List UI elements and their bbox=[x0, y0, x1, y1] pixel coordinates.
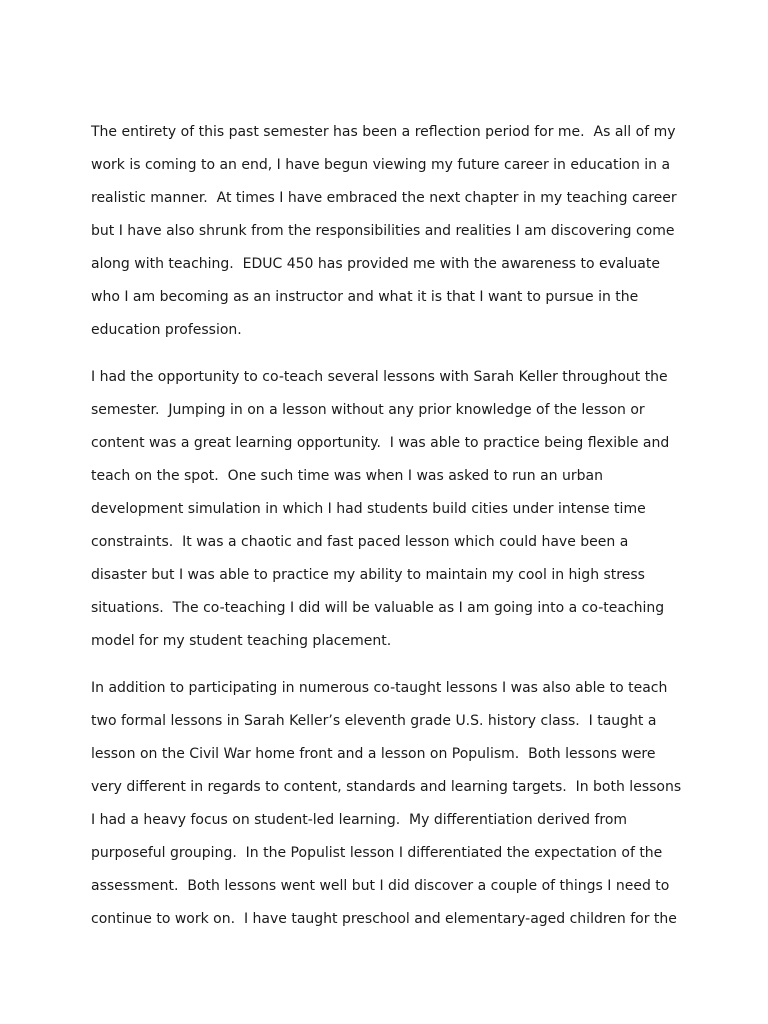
text-line: realistic manner. At times I have embraced the next chapter in my teaching career bbox=[91, 190, 677, 206]
text-line: semester. Jumping in on a lesson without any prior knowledge of the lesson or bbox=[91, 402, 645, 418]
text-line: In addition to participating in numerous co-taught lessons I was also able to teach bbox=[91, 680, 668, 696]
paragraph-formal-lessons bbox=[91, 672, 691, 936]
text-line: along with teaching. EDUC 450 has provided me with the awareness to evaluate bbox=[91, 256, 660, 272]
text-line: two formal lessons in Sarah Keller’s eleventh grade U.S. history class. I taught a bbox=[91, 713, 657, 729]
text-line: lesson on the Civil War home front and a lesson on Populism. Both lessons were bbox=[91, 746, 656, 762]
text-line: content was a great learning opportunity. I was able to practice being flexible and bbox=[91, 435, 670, 451]
text-line: who I am becoming as an instructor and what it is that I want to pursue in the bbox=[91, 289, 639, 305]
text-line: development simulation in which I had students build cities under intense time bbox=[91, 501, 646, 517]
text-line: I had the opportunity to co-teach several lessons with Sarah Keller throughout the bbox=[91, 369, 668, 385]
text-line: purposeful grouping. In the Populist lesson I differentiated the expectation of the bbox=[91, 845, 663, 861]
text-line: assessment. Both lessons went well but I did discover a couple of things I need to bbox=[91, 878, 670, 894]
text-line: very different in regards to content, standards and learning targets. In both lessons bbox=[91, 779, 682, 795]
paragraph-co-teaching bbox=[91, 361, 691, 658]
text-line: work is coming to an end, I have begun viewing my future career in education in a bbox=[91, 157, 671, 173]
text-line: teach on the spot. One such time was when I was asked to run an urban bbox=[91, 468, 603, 484]
paragraph-reflection-intro bbox=[91, 116, 691, 347]
text-line: constraints. It was a chaotic and fast paced lesson which could have been a bbox=[91, 534, 629, 550]
text-line: but I have also shrunk from the responsibilities and realities I am discovering come bbox=[91, 223, 675, 239]
text-line: education profession. bbox=[91, 322, 242, 338]
text-line: The entirety of this past semester has been a reflection period for me. As all of my bbox=[91, 124, 676, 140]
text-line: disaster but I was able to practice my ability to maintain my cool in high stress bbox=[91, 567, 645, 583]
text-line: model for my student teaching placement. bbox=[91, 633, 392, 649]
text-line: I had a heavy focus on student-led learning. My differentiation derived from bbox=[91, 812, 628, 828]
text-line: situations. The co-teaching I did will be valuable as I am going into a co-teaching bbox=[91, 600, 665, 616]
text-line: continue to work on. I have taught preschool and elementary-aged children for the bbox=[91, 911, 677, 927]
